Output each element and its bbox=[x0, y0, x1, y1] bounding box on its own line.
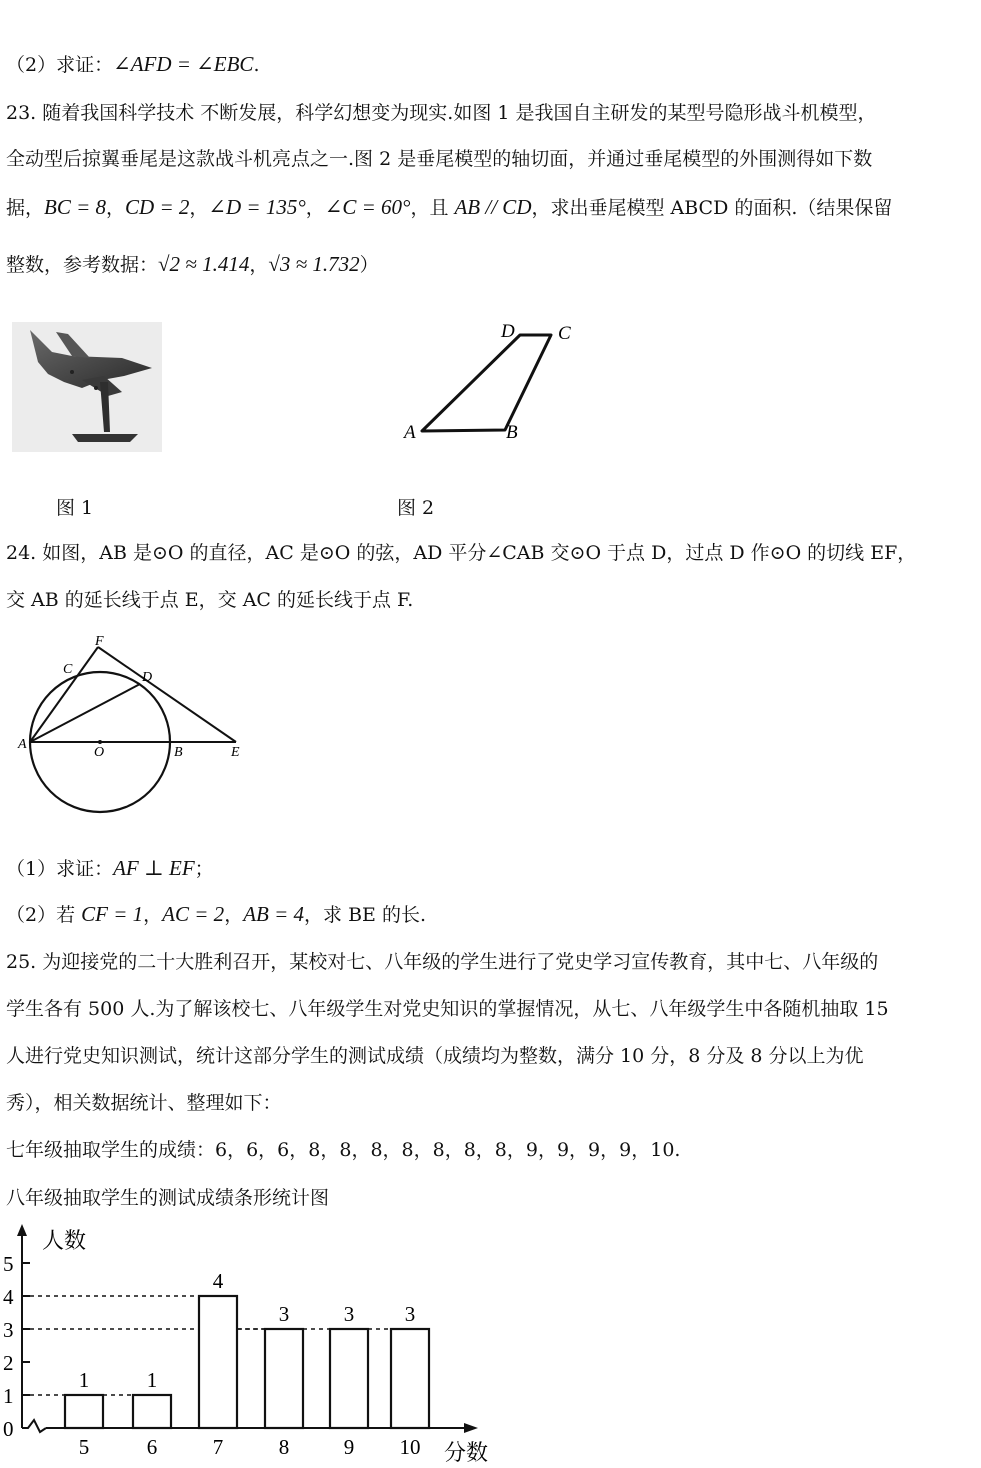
x-tick-label: 8 bbox=[278, 1435, 290, 1459]
q24-line2: 交 AB 的延长线于点 E，交 AC 的延长线于点 F. bbox=[6, 589, 414, 611]
bar-5 bbox=[65, 1395, 103, 1428]
x-axis-break bbox=[22, 1420, 46, 1432]
q22-part2 bbox=[6, 52, 260, 77]
q23-line4 bbox=[6, 252, 379, 277]
bar-10 bbox=[391, 1329, 429, 1428]
x-tick-label: 7 bbox=[212, 1435, 224, 1459]
bar-value-label: 3 bbox=[278, 1302, 290, 1326]
q25-line4: 秀），相关数据统计、整理如下： bbox=[6, 1092, 282, 1114]
trapezoid-abcd bbox=[422, 335, 551, 431]
q23-text: ） bbox=[359, 254, 379, 276]
bar-value-label: 3 bbox=[404, 1302, 416, 1326]
fig2-caption: 图 2 bbox=[397, 497, 435, 519]
bar-value-label: 1 bbox=[146, 1368, 158, 1392]
label-c: C bbox=[558, 323, 571, 344]
q23-bc: BC = 8 bbox=[44, 195, 107, 219]
label-o: O bbox=[94, 745, 105, 760]
q23-line1: 23. 随着我国科学技术 不断发展，科学幻想变为现实.如图 1 是我国自主研发的某型号隐形战斗机模型， bbox=[6, 102, 877, 124]
q24-sep: ， bbox=[224, 904, 244, 926]
label-c: C bbox=[63, 662, 73, 677]
chart-title: 八年级抽取学生的测试成绩条形统计图 bbox=[6, 1187, 330, 1209]
q23-text: ，求出垂尾模型 ABCD 的面积.（结果保留 bbox=[531, 197, 893, 219]
q23-sqrt3: √3 ≈ 1.732 bbox=[268, 252, 360, 276]
x-tick-label: 9 bbox=[343, 1435, 355, 1459]
fig1-caption: 图 1 bbox=[56, 497, 94, 519]
q23-cd: CD = 2 bbox=[125, 195, 190, 219]
q25-line3: 人进行党史知识测试，统计这部分学生的测试成绩（成绩均为整数，满分 10 分，8 分及 8 分以上为优 bbox=[6, 1045, 864, 1067]
q23-text: ，且 bbox=[410, 197, 455, 219]
q22-part2-end: . bbox=[253, 54, 260, 76]
q23-line2: 全动型后掠翼垂尾是这款战斗机亮点之一.图 2 是垂尾模型的轴切面，并通过垂尾模型的外围测得如下数 bbox=[6, 148, 873, 170]
label-a: A bbox=[18, 737, 27, 752]
y-tick-label: 5 bbox=[3, 1252, 14, 1276]
q22-part2-label: （2）求证： bbox=[6, 54, 114, 76]
x-tick-label: 6 bbox=[146, 1435, 158, 1459]
y-tick-label: 2 bbox=[3, 1351, 14, 1375]
q23-text: 据， bbox=[6, 197, 45, 219]
q24-ac: AC = 2 bbox=[162, 902, 225, 926]
label-d: D bbox=[142, 670, 153, 685]
bar-9 bbox=[330, 1329, 368, 1428]
q23-sep: ， bbox=[106, 197, 126, 219]
q23-angle-c: ∠C = 60° bbox=[324, 195, 411, 219]
x-tick-label: 10 bbox=[399, 1435, 421, 1459]
q23-sep: ， bbox=[189, 197, 209, 219]
q24-ab: AB = 4 bbox=[243, 902, 305, 926]
x-axis-label: 分数 bbox=[444, 1440, 489, 1465]
fighter-model-photo bbox=[12, 322, 162, 452]
y-axis-arrow bbox=[17, 1224, 27, 1236]
x-axis-arrow bbox=[464, 1423, 478, 1433]
q23-sep: ， bbox=[249, 254, 269, 276]
q22-part2-math: ∠AFD = ∠EBC bbox=[113, 52, 254, 76]
y-tick-label: 0 bbox=[3, 1417, 14, 1441]
y-tick-label: 1 bbox=[3, 1384, 14, 1408]
label-b: B bbox=[506, 422, 518, 443]
bar-value-label: 3 bbox=[343, 1302, 355, 1326]
q23-angle-d: ∠D = 135° bbox=[208, 195, 306, 219]
y-axis-label: 人数 bbox=[42, 1228, 87, 1253]
q25-line5: 七年级抽取学生的成绩：6，6，6，8，8，8，8，8，8，8，9，9，9，9，10. bbox=[6, 1139, 681, 1161]
line-ad bbox=[30, 684, 140, 742]
q23-text: 整数，参考数据： bbox=[6, 254, 159, 276]
bar-chart bbox=[0, 1222, 500, 1468]
y-tick-label: 3 bbox=[3, 1318, 14, 1342]
q24-part2 bbox=[6, 902, 426, 927]
bar-6 bbox=[133, 1395, 171, 1428]
label-f: F bbox=[95, 635, 104, 649]
bar-value-label: 1 bbox=[78, 1368, 90, 1392]
q24-line1: 24. 如图，AB 是⊙O 的直径，AC 是⊙O 的弦，AD 平分∠CAB 交⊙O 于点 D，过点 D 作⊙O 的切线 EF， bbox=[6, 542, 917, 564]
q23-line3 bbox=[6, 195, 892, 220]
circle-tangent-figure bbox=[10, 635, 250, 820]
q23-sqrt2: √2 ≈ 1.414 bbox=[158, 252, 250, 276]
label-e: E bbox=[231, 745, 240, 760]
q24-sep: ， bbox=[143, 904, 163, 926]
q25-line2: 学生各有 500 人.为了解该校七、八年级学生对党史知识的掌握情况，从七、八年级学生中各随机抽取 15 bbox=[6, 998, 889, 1020]
q24-text: ，求 BE 的长. bbox=[304, 904, 426, 926]
label-b: B bbox=[174, 745, 183, 760]
q24-part1-label: （1）求证： bbox=[6, 858, 114, 880]
q24-part1-end: ； bbox=[194, 858, 214, 880]
label-d: D bbox=[501, 321, 515, 342]
q25-line1: 25. 为迎接党的二十大胜利召开，某校对七、八年级的学生进行了党史学习宣传教育，其中七、八年级的 bbox=[6, 951, 879, 973]
label-a: A bbox=[404, 422, 416, 443]
q24-text: （2）若 bbox=[6, 904, 82, 926]
y-tick-label: 4 bbox=[3, 1285, 14, 1309]
q24-part1-math: AF ⊥ EF bbox=[113, 856, 195, 880]
bar-8 bbox=[265, 1329, 303, 1428]
trapezoid-figure bbox=[395, 315, 595, 450]
q23-parallel: AB // CD bbox=[454, 195, 532, 219]
bar-7 bbox=[199, 1296, 237, 1428]
q24-part1 bbox=[6, 856, 214, 881]
x-tick-label: 5 bbox=[78, 1435, 90, 1459]
bar-value-label: 4 bbox=[212, 1269, 224, 1293]
q24-cf: CF = 1 bbox=[81, 902, 144, 926]
q23-sep: ， bbox=[305, 197, 325, 219]
